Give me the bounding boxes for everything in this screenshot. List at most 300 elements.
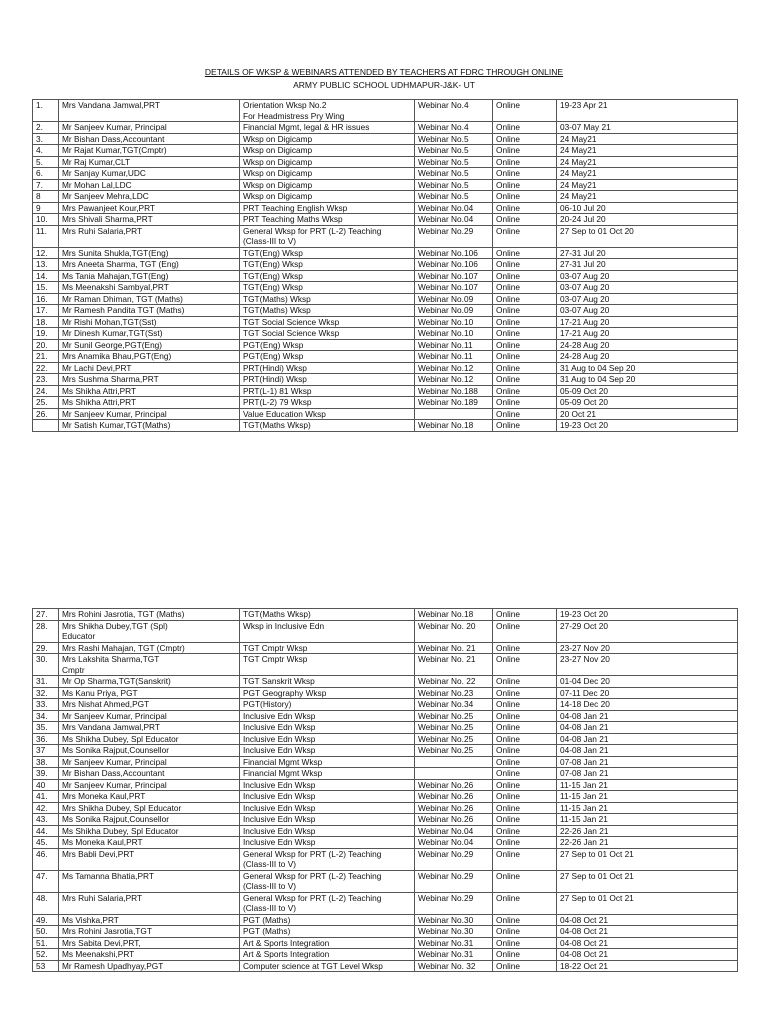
mode-cell: Online [493,949,557,961]
date-cell: 11-15 Jan 21 [557,814,738,826]
webinar-number-cell: Webinar No.25 [415,733,493,745]
workshop-cell: Wksp on Digicamp [240,133,415,145]
workshop-cell: Wksp on Digicamp [240,156,415,168]
mode-cell: Online [493,745,557,757]
table-row [33,351,738,363]
table-row [33,791,738,803]
serial-number-cell: 40 [33,779,59,791]
workshop-cell: PRT Teaching English Wksp [240,202,415,214]
mode-cell: Online [493,179,557,191]
workshop-cell: TGT(Eng) Wksp [240,247,415,259]
mode-cell: Online [493,654,557,676]
webinar-number-cell: Webinar No. 20 [415,620,493,642]
teacher-name-cell: Mr Raj Kumar,CLT [59,156,240,168]
webinar-number-cell: Webinar No.29 [415,870,493,892]
date-cell: 24 May21 [557,133,738,145]
date-cell: 27 Sep to 01 Oct 21 [557,848,738,870]
webinar-number-cell: Webinar No.25 [415,722,493,734]
date-cell: 03-07 Aug 20 [557,282,738,294]
serial-number-cell: 30. [33,654,59,676]
serial-number-cell: 47. [33,870,59,892]
serial-number-cell: 53 [33,960,59,972]
teacher-name-cell: Ms Shikha Dubey, Spl Educator [59,733,240,745]
workshop-cell: Wksp on Digicamp [240,191,415,203]
workshop-cell: Orientation Wksp No.2 For Headmistress Pry Wing [240,100,415,122]
date-cell: 04-08 Jan 21 [557,745,738,757]
workshop-cell: General Wksp for PRT (L-2) Teaching (Class-III to V) [240,225,415,247]
workshop-cell: Inclusive Edn Wksp [240,710,415,722]
webinar-number-cell: Webinar No.04 [415,837,493,849]
webinar-number-cell: Webinar No. 32 [415,960,493,972]
mode-cell: Online [493,937,557,949]
table-row [33,179,738,191]
serial-number-cell: 51. [33,937,59,949]
webinar-number-cell: Webinar No.26 [415,779,493,791]
table-row [33,949,738,961]
workshop-cell: TGT(Eng) Wksp [240,259,415,271]
table-row [33,270,738,282]
teacher-name-cell: Mrs Sushma Sharma,PRT [59,374,240,386]
date-cell: 04-08 Jan 21 [557,710,738,722]
mode-cell: Online [493,100,557,122]
table-row [33,305,738,317]
webinar-number-cell: Webinar No.34 [415,699,493,711]
workshop-cell: TGT Cmptr Wksp [240,642,415,654]
mode-cell: Online [493,768,557,780]
workshop-cell: Inclusive Edn Wksp [240,791,415,803]
table-body [33,609,738,972]
mode-cell: Online [493,214,557,226]
table-row [33,122,738,134]
mode-cell: Online [493,145,557,157]
teacher-name-cell: Mrs Sabita Devi,PRT, [59,937,240,949]
date-cell: 24 May21 [557,156,738,168]
table-row [33,339,738,351]
workshop-cell: General Wksp for PRT (L-2) Teaching (Class-III to V) [240,892,415,914]
date-cell: 04-08 Oct 21 [557,914,738,926]
webinar-number-cell: Webinar No.30 [415,926,493,938]
workshop-cell: Value Education Wksp [240,408,415,420]
date-cell: 27-31 Jul 20 [557,259,738,271]
workshop-cell: TGT(Maths Wksp) [240,420,415,432]
table-row [33,937,738,949]
date-cell: 11-15 Jan 21 [557,779,738,791]
date-cell: 07-11 Dec 20 [557,687,738,699]
date-cell: 14-18 Dec 20 [557,699,738,711]
table-row [33,768,738,780]
table-row [33,225,738,247]
teacher-name-cell: Ms Sonika Rajput,Counsellor [59,745,240,757]
teacher-name-cell: Mr Sanjeev Kumar, Principal [59,122,240,134]
mode-cell: Online [493,247,557,259]
webinar-number-cell: Webinar No.189 [415,397,493,409]
workshop-cell: PGT (Maths) [240,926,415,938]
serial-number-cell: 31. [33,676,59,688]
date-cell: 04-08 Jan 21 [557,722,738,734]
webinar-number-cell: Webinar No.10 [415,316,493,328]
table-row [33,960,738,972]
webinar-number-cell: Webinar No.29 [415,225,493,247]
date-cell: 27-29 Oct 20 [557,620,738,642]
mode-cell: Online [493,779,557,791]
serial-number-cell: 39. [33,768,59,780]
date-cell: 20-24 Jul 20 [557,214,738,226]
webinar-number-cell: Webinar No. 22 [415,676,493,688]
workshop-cell: TGT(Eng) Wksp [240,282,415,294]
webinar-number-cell: Webinar No.25 [415,745,493,757]
table-row [33,202,738,214]
webinar-number-cell: Webinar No.30 [415,914,493,926]
mode-cell: Online [493,270,557,282]
serial-number-cell: 35. [33,722,59,734]
table-body [33,100,738,432]
webinar-number-cell: Webinar No.12 [415,374,493,386]
workshop-cell: PGT(History) [240,699,415,711]
workshop-cell: TGT(Maths) Wksp [240,305,415,317]
mode-cell: Online [493,687,557,699]
workshop-cell: TGT(Maths) Wksp [240,293,415,305]
mode-cell: Online [493,316,557,328]
webinar-number-cell: Webinar No.04 [415,825,493,837]
workshop-cell: Computer science at TGT Level Wksp [240,960,415,972]
webinar-number-cell: Webinar No.04 [415,214,493,226]
mode-cell: Online [493,756,557,768]
date-cell: 06-10 Jul 20 [557,202,738,214]
date-cell: 11-15 Jan 21 [557,802,738,814]
date-cell: 03-07 May 21 [557,122,738,134]
date-cell: 04-08 Jan 21 [557,733,738,745]
table-row [33,926,738,938]
mode-cell: Online [493,305,557,317]
mode-cell: Online [493,802,557,814]
date-cell: 22-26 Jan 21 [557,837,738,849]
workshop-cell: General Wksp for PRT (L-2) Teaching (Class-III to V) [240,848,415,870]
serial-number-cell: 27. [33,609,59,621]
date-cell: 24 May21 [557,179,738,191]
table-row [33,642,738,654]
serial-number-cell: 28. [33,620,59,642]
workshop-cell: Art & Sports Integration [240,949,415,961]
serial-number-cell: 36. [33,733,59,745]
date-cell: 20 Oct 21 [557,408,738,420]
webinar-number-cell: Webinar No.23 [415,687,493,699]
webinar-number-cell: Webinar No.107 [415,282,493,294]
date-cell: 27-31 Jul 20 [557,247,738,259]
webinar-number-cell: Webinar No.12 [415,362,493,374]
teacher-name-cell: Ms Shikha Attri,PRT [59,397,240,409]
teacher-name-cell: Ms Moneka Kaul,PRT [59,837,240,849]
mode-cell: Online [493,191,557,203]
teacher-name-cell: Mrs Lakshita Sharma,TGT Cmptr [59,654,240,676]
workshop-cell: PRT(L-1) 81 Wksp [240,385,415,397]
date-cell: 23-27 Nov 20 [557,654,738,676]
mode-cell: Online [493,122,557,134]
workshop-cell: Inclusive Edn Wksp [240,802,415,814]
serial-number-cell: 15. [33,282,59,294]
table-row [33,745,738,757]
webinar-number-cell: Webinar No.26 [415,791,493,803]
table-row [33,654,738,676]
workshop-cell: Financial Mgmt Wksp [240,756,415,768]
serial-number-cell: 3. [33,133,59,145]
table-row [33,168,738,180]
webinar-number-cell: Webinar No.31 [415,937,493,949]
teacher-name-cell: Ms Meenakshi,PRT [59,949,240,961]
date-cell: 24 May21 [557,145,738,157]
serial-number-cell: 7. [33,179,59,191]
mode-cell: Online [493,848,557,870]
mode-cell: Online [493,133,557,145]
teacher-name-cell: Mrs Babli Devi,PRT [59,848,240,870]
mode-cell: Online [493,282,557,294]
table-row [33,408,738,420]
date-cell: 19-23 Oct 20 [557,420,738,432]
serial-number-cell: 4. [33,145,59,157]
webinar-number-cell: Webinar No.5 [415,133,493,145]
table-row [33,814,738,826]
teacher-name-cell: Mrs Rohini Jasrotia,TGT [59,926,240,938]
mode-cell: Online [493,814,557,826]
serial-number-cell: 19. [33,328,59,340]
workshop-cell: PRT Teaching Maths Wksp [240,214,415,226]
serial-number-cell: 38. [33,756,59,768]
date-cell: 31 Aug to 04 Sep 20 [557,374,738,386]
serial-number-cell: 26. [33,408,59,420]
workshop-cell: PGT(Eng) Wksp [240,351,415,363]
workshop-cell: PGT (Maths) [240,914,415,926]
table-row [33,733,738,745]
webinar-number-cell: Webinar No.11 [415,339,493,351]
mode-cell: Online [493,259,557,271]
mode-cell: Online [493,870,557,892]
teacher-name-cell: Ms Shikha Dubey, Spl Educator [59,825,240,837]
workshop-cell: PRT(Hindi) Wksp [240,362,415,374]
serial-number-cell: 8 [33,191,59,203]
teacher-name-cell: Mr Satish Kumar,TGT(Maths) [59,420,240,432]
teacher-name-cell: Mr Sunil George,PGT(Eng) [59,339,240,351]
mode-cell: Online [493,202,557,214]
workshop-cell: PGT Geography Wksp [240,687,415,699]
teacher-name-cell: Mr Rajat Kumar,TGT(Cmptr) [59,145,240,157]
workshop-cell: General Wksp for PRT (L-2) Teaching (Class-III to V) [240,870,415,892]
workshop-cell: Financial Mgmt, legal & HR issues [240,122,415,134]
teacher-name-cell: Ms Tania Mahajan,TGT(Eng) [59,270,240,282]
teacher-name-cell: Mr Lachi Devi,PRT [59,362,240,374]
teacher-name-cell: Mrs Shivali Sharma,PRT [59,214,240,226]
teacher-name-cell: Mrs Ruhi Salaria,PRT [59,225,240,247]
teacher-name-cell: Mrs Shikha Dubey, Spl Educator [59,802,240,814]
webinar-number-cell: Webinar No.5 [415,145,493,157]
mode-cell: Online [493,328,557,340]
teacher-name-cell: Mr Rishi Mohan,TGT(Sst) [59,316,240,328]
mode-cell: Online [493,225,557,247]
teacher-name-cell: Mrs Vandana Jamwal,PRT [59,722,240,734]
serial-number-cell: 25. [33,397,59,409]
webinar-number-cell: Webinar No.4 [415,100,493,122]
workshop-cell: PRT(Hindi) Wksp [240,374,415,386]
date-cell: 24-28 Aug 20 [557,351,738,363]
training-table-part-1 [32,99,738,432]
teacher-name-cell: Mr Sanjeev Kumar, Principal [59,408,240,420]
training-table-part-2 [32,608,738,972]
table-row [33,247,738,259]
table-row [33,892,738,914]
table-row [33,914,738,926]
teacher-name-cell: Mr Dinesh Kumar,TGT(Sst) [59,328,240,340]
serial-number-cell: 1. [33,100,59,122]
teacher-name-cell: Mrs Rashi Mahajan, TGT (Cmptr) [59,642,240,654]
table-row [33,214,738,226]
table-row [33,710,738,722]
teacher-name-cell: Mrs Nishat Ahmed,PGT [59,699,240,711]
serial-number-cell: 11. [33,225,59,247]
mode-cell: Online [493,156,557,168]
table-row [33,145,738,157]
date-cell: 19-23 Oct 20 [557,609,738,621]
workshop-cell: TGT Sanskrit Wksp [240,676,415,688]
mode-cell: Online [493,837,557,849]
teacher-name-cell: Ms Meenakshi Sambyal,PRT [59,282,240,294]
serial-number-cell: 33. [33,699,59,711]
teacher-name-cell: Mr Op Sharma,TGT(Sanskrit) [59,676,240,688]
teacher-name-cell: Mr Ramesh Pandita TGT (Maths) [59,305,240,317]
teacher-name-cell: Mr Bishan Dass,Accountant [59,768,240,780]
mode-cell: Online [493,397,557,409]
date-cell: 03-07 Aug 20 [557,270,738,282]
date-cell: 11-15 Jan 21 [557,791,738,803]
webinar-number-cell: Webinar No.29 [415,848,493,870]
mode-cell: Online [493,339,557,351]
date-cell: 18-22 Oct 21 [557,960,738,972]
webinar-number-cell: Webinar No.09 [415,293,493,305]
date-cell: 05-09 Oct 20 [557,385,738,397]
teacher-name-cell: Mrs Moneka Kaul,PRT [59,791,240,803]
table-row [33,133,738,145]
workshop-cell: Inclusive Edn Wksp [240,837,415,849]
table-row [33,722,738,734]
workshop-cell: Wksp on Digicamp [240,145,415,157]
webinar-number-cell: Webinar No.106 [415,259,493,271]
date-cell: 27 Sep to 01 Oct 20 [557,225,738,247]
webinar-number-cell: Webinar No.188 [415,385,493,397]
serial-number-cell: 16. [33,293,59,305]
serial-number-cell: 21. [33,351,59,363]
workshop-cell: Financial Mgmt Wksp [240,768,415,780]
mode-cell: Online [493,676,557,688]
teacher-name-cell: Ms Kanu Priya, PGT [59,687,240,699]
serial-number-cell: 42. [33,802,59,814]
mode-cell: Online [493,642,557,654]
workshop-cell: Inclusive Edn Wksp [240,745,415,757]
table-row [33,620,738,642]
date-cell: 24 May21 [557,191,738,203]
teacher-name-cell: Mr Mohan Lal,LDC [59,179,240,191]
webinar-number-cell: Webinar No. 21 [415,654,493,676]
serial-number-cell: 29. [33,642,59,654]
date-cell: 22-26 Jan 21 [557,825,738,837]
table-row [33,756,738,768]
teacher-name-cell: Mrs Anamika Bhau,PGT(Eng) [59,351,240,363]
webinar-number-cell: Webinar No.106 [415,247,493,259]
table-row [33,699,738,711]
mode-cell: Online [493,722,557,734]
workshop-cell: Wksp on Digicamp [240,168,415,180]
webinar-number-cell: Webinar No.26 [415,802,493,814]
teacher-name-cell: Mrs Vandana Jamwal,PRT [59,100,240,122]
date-cell: 04-08 Oct 21 [557,937,738,949]
date-cell: 17-21 Aug 20 [557,316,738,328]
serial-number-cell: 17. [33,305,59,317]
date-cell: 07-08 Jan 21 [557,756,738,768]
webinar-number-cell: Webinar No.5 [415,156,493,168]
mode-cell: Online [493,374,557,386]
webinar-number-cell: Webinar No.31 [415,949,493,961]
mode-cell: Online [493,408,557,420]
workshop-cell: TGT Social Science Wksp [240,316,415,328]
serial-number-cell: 18. [33,316,59,328]
date-cell: 27 Sep to 01 Oct 21 [557,870,738,892]
serial-number-cell: 48. [33,892,59,914]
date-cell: 19-23 Apr 21 [557,100,738,122]
teacher-name-cell: Mr Ramesh Upadhyay,PGT [59,960,240,972]
serial-number-cell: 23. [33,374,59,386]
teacher-name-cell: Mr Sanjeev Kumar, Principal [59,756,240,768]
table-row [33,374,738,386]
workshop-cell: TGT Cmptr Wksp [240,654,415,676]
table-row [33,397,738,409]
workshop-cell: PGT(Eng) Wksp [240,339,415,351]
teacher-name-cell: Mrs Ruhi Salaria,PRT [59,892,240,914]
serial-number-cell: 6. [33,168,59,180]
workshop-cell: PRT(L-2) 79 Wksp [240,397,415,409]
webinar-number-cell: Webinar No.18 [415,609,493,621]
mode-cell: Online [493,733,557,745]
mode-cell: Online [493,362,557,374]
serial-number-cell: 49. [33,914,59,926]
date-cell: 24 May21 [557,168,738,180]
webinar-number-cell: Webinar No. 21 [415,642,493,654]
teacher-name-cell: Mrs Pawanjeet Kour,PRT [59,202,240,214]
serial-number-cell: 37 [33,745,59,757]
webinar-number-cell: Webinar No.4 [415,122,493,134]
webinar-number-cell: Webinar No.10 [415,328,493,340]
mode-cell: Online [493,609,557,621]
table-row [33,385,738,397]
date-cell: 07-08 Jan 21 [557,768,738,780]
serial-number-cell: 52. [33,949,59,961]
date-cell: 04-08 Oct 21 [557,926,738,938]
webinar-number-cell: Webinar No.09 [415,305,493,317]
date-cell: 17-21 Aug 20 [557,328,738,340]
mode-cell: Online [493,699,557,711]
mode-cell: Online [493,710,557,722]
table-row [33,837,738,849]
serial-number-cell [33,420,59,432]
date-cell: 04-08 Oct 21 [557,949,738,961]
table-row [33,779,738,791]
date-cell: 27 Sep to 01 Oct 21 [557,892,738,914]
webinar-number-cell: Webinar No.11 [415,351,493,363]
webinar-number-cell: Webinar No.18 [415,420,493,432]
webinar-number-cell: Webinar No.5 [415,191,493,203]
table-row [33,282,738,294]
webinar-number-cell: Webinar No.107 [415,270,493,282]
serial-number-cell: 5. [33,156,59,168]
webinar-number-cell [415,408,493,420]
serial-number-cell: 46. [33,848,59,870]
serial-number-cell: 10. [33,214,59,226]
webinar-number-cell: Webinar No.29 [415,892,493,914]
